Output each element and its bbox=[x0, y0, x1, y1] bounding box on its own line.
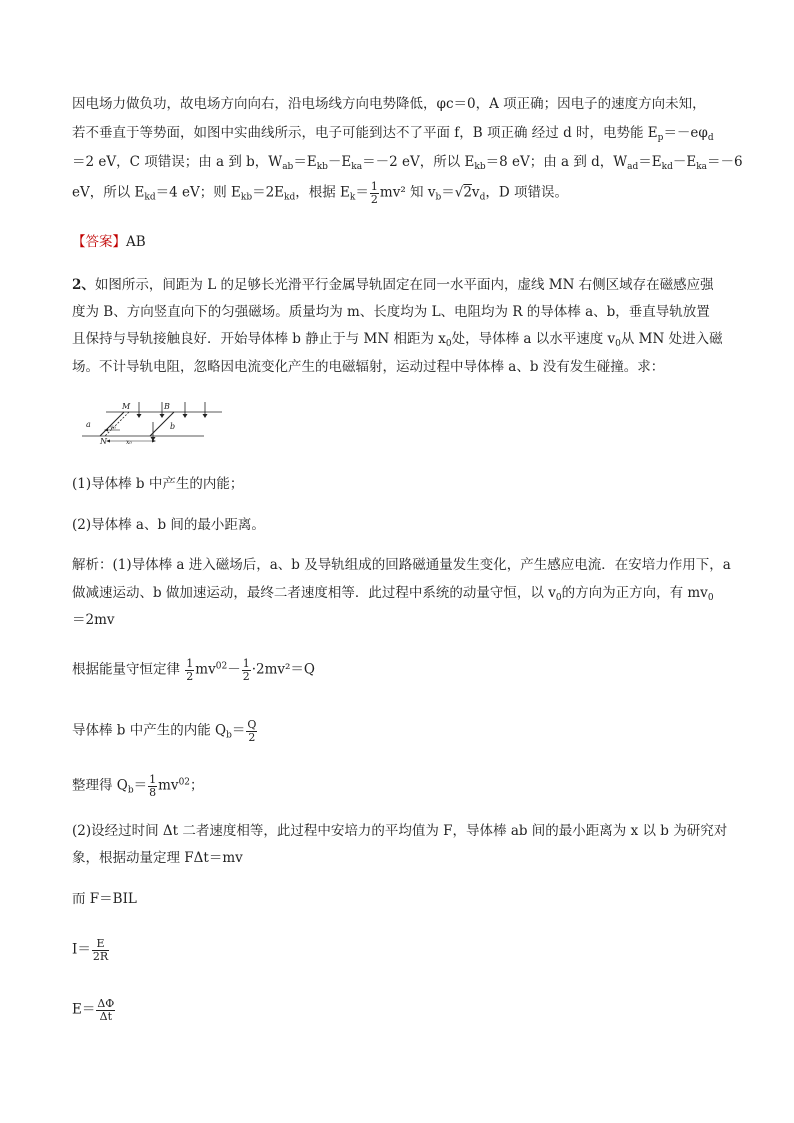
force-equation: 而 F＝BIL bbox=[72, 891, 137, 907]
current-equation: I＝ $\frac{E}{2R}$ bbox=[72, 937, 109, 963]
solution-line-1: 解析：(1)导体棒 a 进入磁场后，a、b 及导轨组成的回路磁通量发生变化，产生感应电流．在安培力作用下，a bbox=[72, 557, 731, 573]
solution-line-2: 做减速运动、b 做加速运动，最终二者速度相等．此过程中系统的动量守恒，以 $v_0$的方向为正方向，有 $mv_0$ bbox=[72, 585, 714, 603]
prev-solution-line-1: 因电场力做负功，故电场方向向右，沿电场线方向电势降低，φc＝0，A 项正确；因电子的速度方向未知， bbox=[72, 96, 706, 112]
solution-line-3: ＝2mv bbox=[72, 612, 115, 628]
label-N: N bbox=[100, 437, 107, 446]
label-B: B bbox=[164, 402, 170, 411]
rail-diagram bbox=[80, 398, 225, 446]
question-2: (2)导体棒 a、b 间的最小距离。 bbox=[72, 517, 265, 533]
prev-solution-line-3: ＝2 eV，C 项错误；由 a 到 b，$W_{ab}=E_{kb}-E_{ka}=-2$ eV，所以 $E_{kb}=8$ eV；由 a 到 d，$W_{ad}=E_{kd}-E_{ka}=-6$ bbox=[72, 154, 743, 172]
problem-line-4: 场。不计导轨电阻，忽略因电流变化产生的电磁辐射，运动过程中导体棒 a、b 没有发生碰撞。求： bbox=[72, 359, 665, 375]
label-x0: x₀ bbox=[126, 439, 132, 446]
label-v0: v₀ bbox=[110, 424, 116, 431]
result-equation: 整理得 $Q_b=$ $\frac{1}{8}$ $mv^{02}$； bbox=[72, 773, 204, 799]
label-M: M bbox=[122, 402, 131, 411]
label-a: a bbox=[86, 420, 91, 429]
problem-line-3: 且保持与导轨接触良好．开始导体棒 b 静止于与 MN 相距为 $x_0$处，导体棒 a 以水平速度 $v_0$从 MN 处进入磁 bbox=[72, 331, 723, 349]
prev-solution-line-2: 若不垂直于等势面，如图中实曲线所示，电子可能到达不了平面 f，B 项正确 经过 d 时，电势能 $E_p=-e\varphi_d$ bbox=[72, 125, 714, 143]
problem-line-1: 2、如图所示，间距为 L 的足够长光滑平行金属导轨固定在同一水平面内，虚线 MN 右侧区域存在磁感应强 bbox=[72, 277, 714, 293]
problem-line-2: 度为 B、方向竖直向下的匀强磁场。质量均为 m、长度均为 L、电阻均为 R 的导体棒 a、b，垂直导轨放置 bbox=[72, 304, 710, 320]
prev-solution-line-4: eV，所以 $E_{kd}=4$ eV；则 $E_{kb}=2E_{kd}$，根据 $E_k=$ $\frac{1}{2}$ mv² 知 $v_b=√2v_d$，D 项错误。 bbox=[72, 180, 568, 206]
energy-equation: 根据能量守恒定律 $\frac{1}{2}$ $mv^{02}-$ $\frac{1}{2}$ ·2mv²＝Q bbox=[72, 657, 315, 683]
problem-number: 2、 bbox=[72, 277, 95, 293]
answer-tag: 【答案】 bbox=[72, 234, 126, 250]
answer-value: AB bbox=[126, 234, 146, 250]
label-b: b bbox=[170, 422, 176, 431]
solution-part2-line-1: (2)设经过时间 Δt 二者速度相等，此过程中安培力的平均值为 F，导体棒 ab 间的最小距离为 x 以 b 为研究对 bbox=[72, 823, 728, 839]
fraction-half: $\frac{1}{2}$ bbox=[370, 180, 378, 206]
solution-part2-line-2: 象，根据动量定理 FΔt＝mv bbox=[72, 850, 243, 866]
question-1: (1)导体棒 b 中产生的内能； bbox=[72, 476, 244, 492]
emf-equation: E＝ $\frac{\Delta\Phi}{\Delta t}$ bbox=[72, 997, 115, 1023]
answer-line bbox=[72, 236, 146, 250]
heat-equation: 导体棒 b 中产生的内能 $Q_b=$ $\frac{Q}{2}$ bbox=[72, 718, 257, 744]
